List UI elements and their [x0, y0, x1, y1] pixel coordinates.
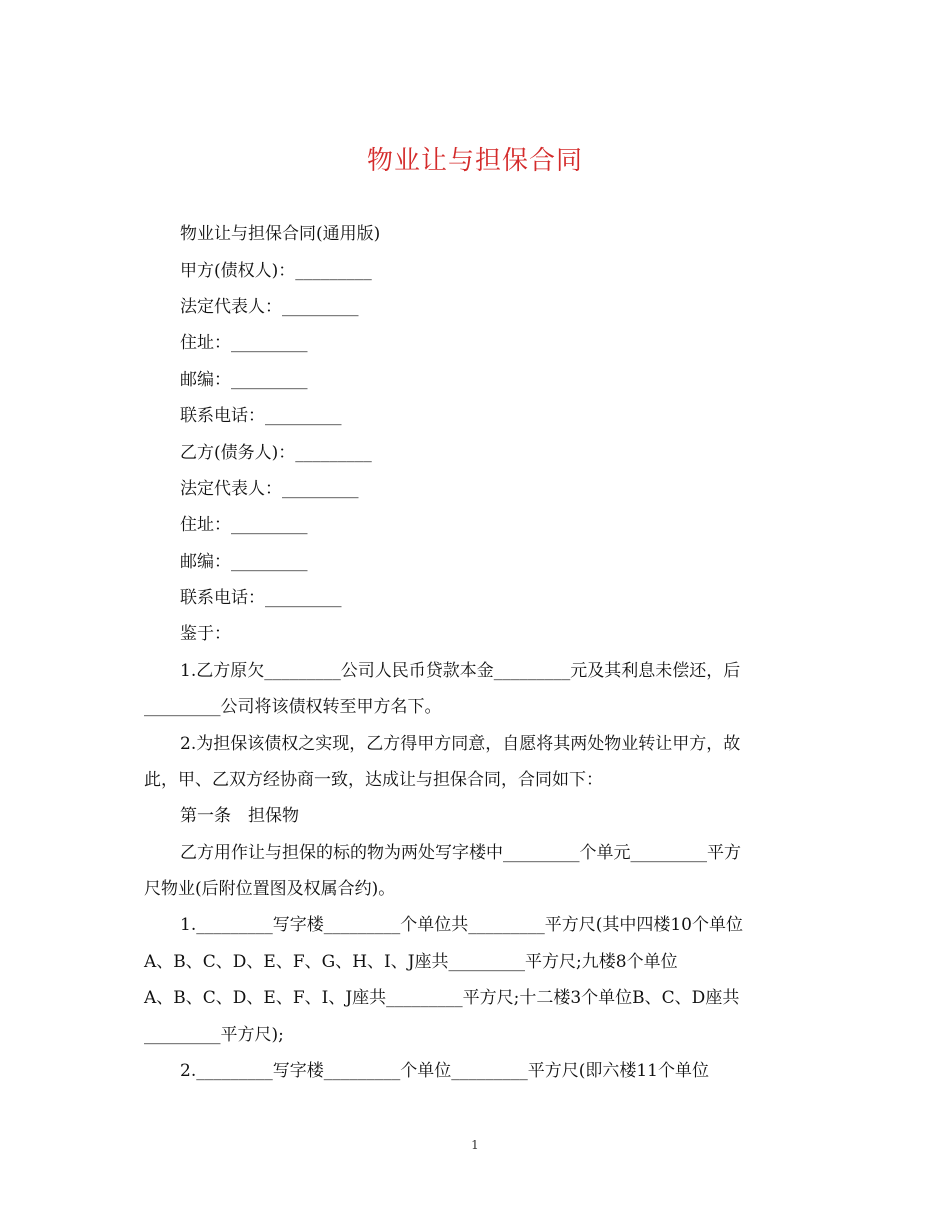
- party-a-label: 甲方(债权人)：_________: [180, 261, 372, 281]
- party-a-phone: 联系电话：_________: [180, 406, 342, 426]
- article-heading: 第一条 担保物: [180, 806, 299, 826]
- paragraph-line: 1.乙方原欠_________公司人民币贷款本金_________元及其利息未偿还，后: [180, 661, 741, 681]
- whereas-heading: 鉴于：: [180, 624, 231, 644]
- party-a-postcode: 邮编：_________: [180, 370, 308, 390]
- paragraph-line: 1._________写字楼_________个单位共_________平方尺(其中四楼10个单位: [180, 915, 743, 935]
- paragraph-line: A、B、C、D、E、F、I、J座共_________平方尺;十二楼3个单位B、C、D座共: [144, 988, 740, 1008]
- paragraph-line: 乙方用作让与担保的标的物为两处写字楼中_________个单元_________平方: [180, 843, 741, 863]
- party-b-phone: 联系电话：_________: [180, 588, 342, 608]
- document-title: 物业让与担保合同: [366, 146, 583, 176]
- party-b-address: 住址：_________: [180, 515, 308, 535]
- paragraph-line: 此，甲、乙双方经协商一致，达成让与担保合同，合同如下：: [144, 770, 603, 790]
- paragraph-line: _________平方尺);: [144, 1025, 284, 1045]
- paragraph-line: 尺物业(后附位置图及权属合约)。: [144, 879, 396, 899]
- page-number: 1: [471, 1138, 479, 1152]
- party-b-representative: 法定代表人：_________: [180, 479, 359, 499]
- party-b-postcode: 邮编：_________: [180, 552, 308, 572]
- doc-subtitle: 物业让与担保合同(通用版): [180, 224, 381, 244]
- party-a-address: 住址：_________: [180, 333, 308, 353]
- party-b-label: 乙方(债务人)：_________: [180, 443, 372, 463]
- paragraph-line: 2.为担保该债权之实现，乙方得甲方同意，自愿将其两处物业转让甲方，故: [180, 734, 741, 754]
- paragraph-line: A、B、C、D、E、F、G、H、I、J座共_________平方尺;九楼8个单位: [144, 952, 678, 972]
- party-a-representative: 法定代表人：_________: [180, 297, 359, 317]
- paragraph-line: 2._________写字楼_________个单位_________平方尺(即六楼11个单位: [180, 1061, 709, 1081]
- paragraph-line: _________公司将该债权转至甲方名下。: [144, 697, 442, 717]
